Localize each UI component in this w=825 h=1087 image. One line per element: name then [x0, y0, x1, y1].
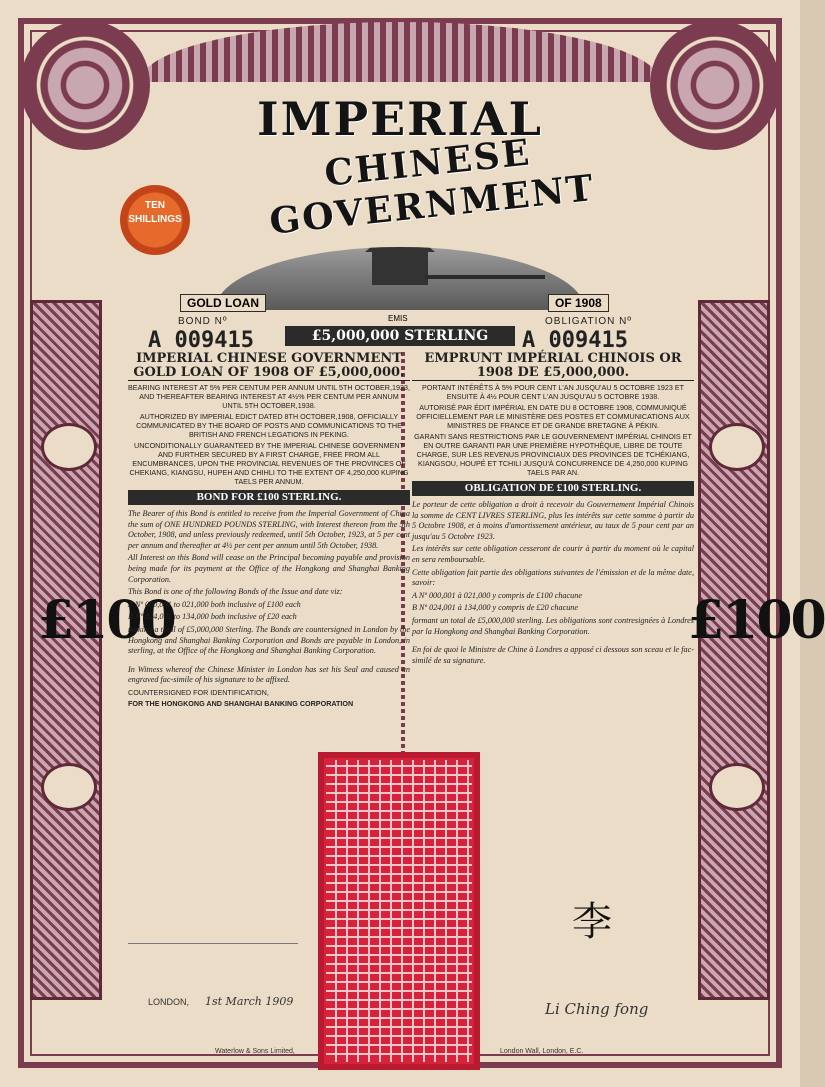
- french-authorized: AUTORISÉ PAR ÉDIT IMPÉRIAL EN DATE DU 8 OCTOBRE 1908, COMMUNIQUÉ OFFICIELLEMENT PAR LE MINISTÈRE DES POSTES ET COMMUNICATIONS AUX MINISTRES DE FRANCE ET DE GRANDE BRETAGNE À PÉKIN.: [416, 403, 690, 430]
- english-interest: BEARING INTEREST AT 5% PER CENTUM PER ANNUM UNTIL 5TH OCTOBER,1923, AND THEREAFTER BEARING INTEREST AT 4½% PER CENTUM PER ANNUM UNTIL 5TH OCTOBER,1938.: [128, 383, 410, 410]
- english-body-4: making a total of £5,000,000 Sterling. The Bonds are countersigned in London by the Hongkong and Shanghai Banking Corporation and Bonds are payable in London, in sterling, at the Office of the Hongkong and Shanghai Banking Corporation.: [128, 624, 410, 656]
- french-range-a: A Nº 000,001 à 021,000 y compris de £100 chacune: [412, 590, 582, 600]
- bond-number: A 009415: [148, 328, 254, 353]
- countersignature-line: [128, 925, 298, 944]
- english-bond-for: BOND FOR £100 STERLING.: [128, 490, 410, 505]
- denomination-left: £100: [38, 590, 175, 651]
- printer-address: London Wall, London, E.C.: [500, 1048, 584, 1055]
- medallion-icon: [41, 423, 97, 471]
- french-witness: En foi de quoi le Ministre de Chine à Londres a apposé ci dessous son sceau et le fac-similé de sa signature.: [412, 645, 694, 665]
- countersigned-for: FOR THE HONGKONG AND SHANGHAI BANKING CORPORATION: [128, 698, 354, 708]
- gold-loan-label: GOLD LOAN: [180, 294, 266, 312]
- revenue-stamp: TEN SHILLINGS: [120, 185, 190, 255]
- of-year-label: OF 1908: [548, 294, 609, 312]
- english-heading: IMPERIAL CHINESE GOVERNMENT GOLD LOAN OF 1908 OF £5,000,000.: [128, 352, 410, 381]
- english-body-2: All Interest on this Bond will cease on the Principal becoming payable and provision being made for its payment at the Office of the Hongkong and Shanghai Banking Corporation.: [128, 553, 410, 584]
- corner-rosette-icon: [20, 20, 150, 150]
- medallion-icon: [709, 423, 765, 471]
- french-heading: EMPRUNT IMPÉRIAL CHINOIS OR 1908 DE £5,000,000.: [412, 352, 694, 381]
- seal-script-pattern: [326, 760, 472, 1062]
- countersigned-label: COUNTERSIGNED FOR IDENTIFICATION,: [128, 687, 269, 697]
- english-witness: In Witness whereof the Chinese Minister in London has set his Seal and caused an engraved fac-simile of his signature to be affixed.: [128, 664, 410, 685]
- medallion-icon: [41, 763, 97, 811]
- french-body-1: Le porteur de cette obligation a droit à recevoir du Gouvernement Impérial Chinois la somme de CENT LIVRES STERLING, plus les intérêts sur cette somme à partir du 5 Octobre 1908, et à moins d'amortissement antérieur, au taux de 5 pour cent par an jusqu'au 5 Octobre 1923.: [412, 500, 694, 541]
- french-body-3: Cette obligation fait partie des obligations suivantes de l'émission et de la même date, savoir:: [412, 567, 694, 588]
- english-body-3: This Bond is one of the following Bonds of the Issue and date viz:: [128, 587, 343, 597]
- issue-date: 1st March 1909: [205, 995, 294, 1008]
- chinese-seal-stamp: [318, 752, 480, 1070]
- title-line-2: CHINESE GOVERNMENT: [267, 131, 597, 243]
- english-range-b: B Nº 024,001 to 134,000 both inclusive of £20 each: [128, 612, 297, 622]
- english-range-a: A Nº 000,001 to 021,000 both inclusive of £100 each: [128, 599, 301, 609]
- minister-signature: Li Ching fong: [545, 1000, 649, 1018]
- french-range-b: B Nº 024,001 à 134,000 y compris de £20 chacune: [412, 603, 579, 613]
- printer-name: Waterlow & Sons Limited,: [215, 1048, 295, 1055]
- chinese-character-signature-icon: 李: [572, 899, 612, 944]
- place-label: LONDON,: [148, 997, 190, 1007]
- english-authorized: AUTHORIZED BY IMPERIAL EDICT DATED 8TH OCTOBER,1908, OFFICIALLY COMMUNICATED BY THE BOARD OF POSTS AND COMMUNICATIONS TO THE BRITISH AND FRENCH LEGATIONS IN PEKING.: [136, 412, 402, 439]
- denomination-right: £100: [688, 590, 825, 651]
- french-body-4: formant un total de £5,000,000 sterling. Les obligations sont contresignées à Londres par la Hongkong and Shanghai Banking Corporation.: [412, 615, 694, 636]
- french-guaranteed: GARANTI SANS RESTRICTIONS PAR LE GOUVERNEMENT IMPÉRIAL CHINOIS ET EN OUTRE GARANTI PAR UNE PREMIÈRE HYPOTHÈQUE, LIBRE DE TOUTE CHARGE, SUR LES REVENUS PROVINCIAUX DES PROVINCES DE TCHÉKIANG, KIANGSOU, HOUPÉ ET TCHILI JUSQU'À CONCURRENCE DE 4,250,000 KUPING TAELS PAR AN.: [414, 432, 692, 477]
- french-body-2: Les intérêts sur cette obligation cesseront de courir à partir du moment où le capital en sera remboursable.: [412, 544, 694, 564]
- french-interest: PORTANT INTÉRÊTS À 5% POUR CENT L'AN JUSQU'AU 5 OCTOBRE 1923 ET ENSUITE À 4½ POUR CENT L'AN JUSQU'AU 5 OCTOBRE 1938.: [421, 383, 685, 401]
- bridge-icon: [425, 275, 545, 297]
- french-bond-for: OBLIGATION DE £100 STERLING.: [412, 481, 694, 496]
- obligation-no-label: OBLIGATION Nº: [545, 316, 633, 327]
- medallion-icon: [709, 763, 765, 811]
- bond-no-label: BOND Nº: [178, 316, 228, 327]
- issue-join-label: EMIS: [388, 314, 408, 323]
- obligation-number: A 009415: [522, 328, 628, 353]
- title-line-1: IMPERIAL: [257, 92, 543, 146]
- english-body-1: The Bearer of this Bond is entitled to receive from the Imperial Government of China the sum of ONE HUNDRED POUNDS STERLING, with Interest thereon from the 5th October, 1908, and unless previously redeemed, until 5th October, 1923, at 5 per cent per annum and thereafter at 4½ per cent per annum until 5th October, 1938.: [128, 509, 410, 550]
- english-guaranteed: UNCONDITIONALLY GUARANTEED BY THE IMPERIAL CHINESE GOVERNMENT AND FURTHER SECURED BY A FIRST CHARGE, FREE FROM ALL ENCUMBRANCES, UPON THE PROVINCIAL REVENUES OF THE PROVINCES OF CHEKIANG, KIANGSU, HUPEH AND CHIHLI TO THE EXTENT OF 4,250,000 KUPING TAELS PER ANNUM.: [129, 441, 409, 486]
- loan-amount: £5,000,000 STERLING: [285, 326, 515, 346]
